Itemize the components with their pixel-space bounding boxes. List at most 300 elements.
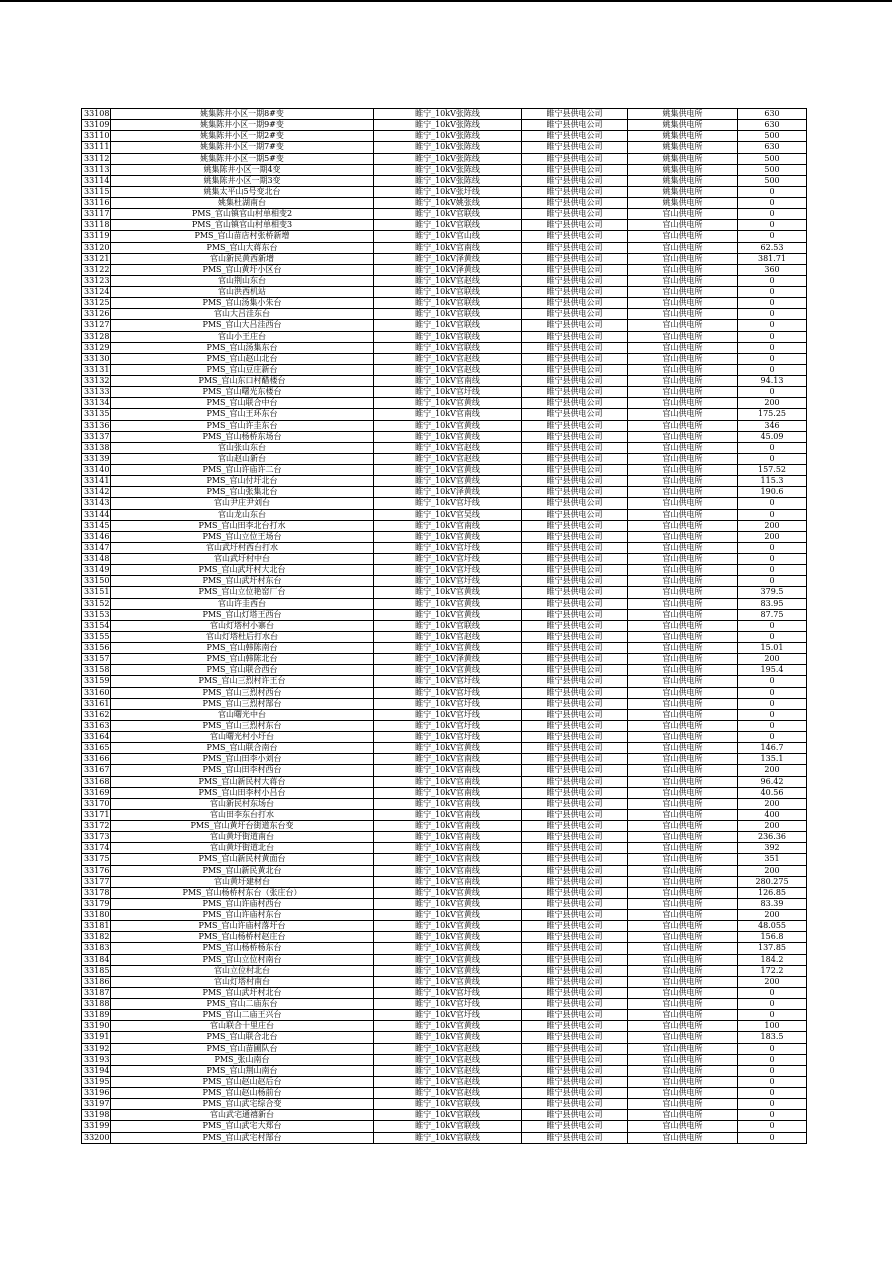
- table-row: [82, 1088, 807, 1099]
- row-id-cell: 33160: [82, 687, 111, 698]
- supply-station-cell: 官山供电所: [628, 364, 738, 375]
- station-name-cell: PMS_官山联合北台: [111, 1032, 374, 1043]
- feeder-line-cell: 睢宁_10kV官联线: [374, 342, 522, 353]
- supply-station-cell: 官山供电所: [628, 231, 738, 242]
- row-id-cell: 33197: [82, 1099, 111, 1110]
- capacity-cell: 0: [738, 1054, 807, 1065]
- company-cell: 睢宁县供电公司: [522, 364, 628, 375]
- company-cell: 睢宁县供电公司: [522, 787, 628, 798]
- station-name-cell: 官山武宅通禧新台: [111, 1110, 374, 1121]
- row-id-cell: 33188: [82, 999, 111, 1010]
- station-name-cell: 官山新民黄西新增: [111, 253, 374, 264]
- supply-station-cell: 官山供电所: [628, 453, 738, 464]
- feeder-line-cell: 睢宁_10kV官联线: [374, 309, 522, 320]
- company-cell: 睢宁县供电公司: [522, 887, 628, 898]
- feeder-line-cell: 睢宁_10kV官南线: [374, 520, 522, 531]
- company-cell: 睢宁县供电公司: [522, 175, 628, 186]
- row-id-cell: 33133: [82, 387, 111, 398]
- feeder-line-cell: 睢宁_10kV官黄线: [374, 531, 522, 542]
- capacity-cell: 500: [738, 131, 807, 142]
- supply-station-cell: 官山供电所: [628, 242, 738, 253]
- supply-station-cell: 官山供电所: [628, 854, 738, 865]
- company-cell: 睢宁县供电公司: [522, 832, 628, 843]
- capacity-cell: 183.5: [738, 1032, 807, 1043]
- capacity-cell: 200: [738, 976, 807, 987]
- company-cell: 睢宁县供电公司: [522, 676, 628, 687]
- capacity-cell: 200: [738, 910, 807, 921]
- row-id-cell: 33186: [82, 976, 111, 987]
- supply-station-cell: 官山供电所: [628, 932, 738, 943]
- capacity-cell: 500: [738, 153, 807, 164]
- supply-station-cell: 官山供电所: [628, 976, 738, 987]
- row-id-cell: 33140: [82, 465, 111, 476]
- capacity-cell: 0: [738, 709, 807, 720]
- supply-station-cell: 官山供电所: [628, 865, 738, 876]
- capacity-cell: 500: [738, 175, 807, 186]
- table-row: [82, 943, 807, 954]
- supply-station-cell: 官山供电所: [628, 287, 738, 298]
- station-name-cell: PMS_官山新民黄北台: [111, 865, 374, 876]
- capacity-cell: 0: [738, 186, 807, 197]
- supply-station-cell: 官山供电所: [628, 487, 738, 498]
- feeder-line-cell: 睢宁_10kV张陈线: [374, 109, 522, 120]
- company-cell: 睢宁县供电公司: [522, 1088, 628, 1099]
- table-row: [82, 453, 807, 464]
- supply-station-cell: 官山供电所: [628, 353, 738, 364]
- row-id-cell: 33163: [82, 720, 111, 731]
- station-name-cell: 姚集陈井小区一期9#变: [111, 120, 374, 131]
- table-row: [82, 387, 807, 398]
- station-name-cell: PMS_官山田李村小吕台: [111, 787, 374, 798]
- company-cell: 睢宁县供电公司: [522, 954, 628, 965]
- station-name-cell: PMS_官山灯塔王西台: [111, 609, 374, 620]
- table-row: [82, 932, 807, 943]
- supply-station-cell: 姚集供电所: [628, 120, 738, 131]
- row-id-cell: 33126: [82, 309, 111, 320]
- row-id-cell: 33165: [82, 743, 111, 754]
- table-row: [82, 1010, 807, 1021]
- row-id-cell: 33109: [82, 120, 111, 131]
- row-id-cell: 33179: [82, 898, 111, 909]
- capacity-cell: 0: [738, 353, 807, 364]
- company-cell: 睢宁县供电公司: [522, 1021, 628, 1032]
- feeder-line-cell: 睢宁_10kV官山线: [374, 231, 522, 242]
- supply-station-cell: 官山供电所: [628, 598, 738, 609]
- table-row: [82, 342, 807, 353]
- capacity-cell: 0: [738, 1010, 807, 1021]
- company-cell: 睢宁县供电公司: [522, 420, 628, 431]
- table-row: [82, 231, 807, 242]
- feeder-line-cell: 睢宁_10kV官联线: [374, 320, 522, 331]
- station-name-cell: PMS_官山付圩北台: [111, 476, 374, 487]
- company-cell: 睢宁县供电公司: [522, 698, 628, 709]
- station-name-cell: PMS_官山二庙王兴台: [111, 1010, 374, 1021]
- table-row: [82, 220, 807, 231]
- capacity-cell: 40.56: [738, 787, 807, 798]
- station-name-cell: 官山黄圩街道北台: [111, 843, 374, 854]
- capacity-cell: 0: [738, 565, 807, 576]
- supply-station-cell: 官山供电所: [628, 398, 738, 409]
- station-name-cell: 官山赵山新台: [111, 453, 374, 464]
- feeder-line-cell: 睢宁_10kV官联线: [374, 1132, 522, 1143]
- table-row: [82, 209, 807, 220]
- company-cell: 睢宁县供电公司: [522, 587, 628, 598]
- row-id-cell: 33154: [82, 620, 111, 631]
- company-cell: 睢宁县供电公司: [522, 1121, 628, 1132]
- feeder-line-cell: 睢宁_10kV泽黄线: [374, 253, 522, 264]
- table-row: [82, 887, 807, 898]
- page-top-rule: [0, 0, 892, 2]
- supply-station-cell: 官山供电所: [628, 542, 738, 553]
- feeder-line-cell: 睢宁_10kV官黄线: [374, 598, 522, 609]
- feeder-line-cell: 睢宁_10kV官黄线: [374, 932, 522, 943]
- table-row: [82, 720, 807, 731]
- row-id-cell: 33112: [82, 153, 111, 164]
- company-cell: 睢宁县供电公司: [522, 921, 628, 932]
- feeder-line-cell: 睢宁_10kV官赵线: [374, 1088, 522, 1099]
- row-id-cell: 33167: [82, 765, 111, 776]
- station-name-cell: 姚集陈井小区一期3变: [111, 175, 374, 186]
- company-cell: 睢宁县供电公司: [522, 131, 628, 142]
- station-name-cell: PMS_官山二庙东台: [111, 999, 374, 1010]
- feeder-line-cell: 睢宁_10kV张陈线: [374, 131, 522, 142]
- station-name-cell: PMS_官山许庙村落圩台: [111, 921, 374, 932]
- table-row: [82, 765, 807, 776]
- feeder-line-cell: 睢宁_10kV官黄线: [374, 420, 522, 431]
- table-row: [82, 431, 807, 442]
- company-cell: 睢宁县供电公司: [522, 242, 628, 253]
- row-id-cell: 33172: [82, 821, 111, 832]
- station-name-cell: PMS_官山立位王场台: [111, 531, 374, 542]
- supply-station-cell: 官山供电所: [628, 1121, 738, 1132]
- table-row: [82, 353, 807, 364]
- company-cell: 睢宁县供电公司: [522, 965, 628, 976]
- supply-station-cell: 官山供电所: [628, 220, 738, 231]
- station-name-cell: 官山田李东台打水: [111, 809, 374, 820]
- company-cell: 睢宁县供电公司: [522, 498, 628, 509]
- company-cell: 睢宁县供电公司: [522, 976, 628, 987]
- feeder-line-cell: 睢宁_10kV官吴线: [374, 509, 522, 520]
- company-cell: 睢宁县供电公司: [522, 609, 628, 620]
- company-cell: 睢宁县供电公司: [522, 376, 628, 387]
- station-name-cell: 官山立位村北台: [111, 965, 374, 976]
- capacity-cell: 0: [738, 387, 807, 398]
- company-cell: 睢宁县供电公司: [522, 743, 628, 754]
- table-row: [82, 1099, 807, 1110]
- table-row: [82, 1065, 807, 1076]
- row-id-cell: 33138: [82, 442, 111, 453]
- row-id-cell: 33136: [82, 420, 111, 431]
- station-name-cell: PMS_官山杨桥杨东台: [111, 943, 374, 954]
- capacity-cell: 200: [738, 398, 807, 409]
- row-id-cell: 33152: [82, 598, 111, 609]
- station-name-cell: PMS_官山武宅综合变: [111, 1099, 374, 1110]
- capacity-cell: 200: [738, 865, 807, 876]
- row-id-cell: 33180: [82, 910, 111, 921]
- supply-station-cell: 官山供电所: [628, 509, 738, 520]
- company-cell: 睢宁县供电公司: [522, 765, 628, 776]
- company-cell: 睢宁县供电公司: [522, 431, 628, 442]
- supply-station-cell: 姚集供电所: [628, 153, 738, 164]
- supply-station-cell: 官山供电所: [628, 331, 738, 342]
- table-row: [82, 676, 807, 687]
- supply-station-cell: 官山供电所: [628, 253, 738, 264]
- company-cell: 睢宁县供电公司: [522, 732, 628, 743]
- station-name-cell: 官山尹庄尹刘台: [111, 498, 374, 509]
- supply-station-cell: 官山供电所: [628, 787, 738, 798]
- table-row: [82, 598, 807, 609]
- station-name-cell: PMS_官山豆庄新台: [111, 364, 374, 375]
- company-cell: 睢宁县供电公司: [522, 809, 628, 820]
- supply-station-cell: 官山供电所: [628, 609, 738, 620]
- row-id-cell: 33156: [82, 643, 111, 654]
- station-name-cell: 官山荆山东台: [111, 275, 374, 286]
- row-id-cell: 33108: [82, 109, 111, 120]
- supply-station-cell: 官山供电所: [628, 654, 738, 665]
- row-id-cell: 33178: [82, 887, 111, 898]
- feeder-line-cell: 睢宁_10kV官黄线: [374, 398, 522, 409]
- feeder-line-cell: 睢宁_10kV官赵线: [374, 1054, 522, 1065]
- capacity-cell: 400: [738, 809, 807, 820]
- capacity-cell: 236.36: [738, 832, 807, 843]
- row-id-cell: 33199: [82, 1121, 111, 1132]
- company-cell: 睢宁县供电公司: [522, 709, 628, 720]
- feeder-line-cell: 睢宁_10kV官联线: [374, 1110, 522, 1121]
- station-name-cell: PMS_官山武圩村北台: [111, 987, 374, 998]
- feeder-line-cell: 睢宁_10kV官南线: [374, 242, 522, 253]
- row-id-cell: 33170: [82, 798, 111, 809]
- company-cell: 睢宁县供电公司: [522, 253, 628, 264]
- capacity-cell: 392: [738, 843, 807, 854]
- feeder-line-cell: 睢宁_10kV官南线: [374, 787, 522, 798]
- table-row: [82, 465, 807, 476]
- table-row: [82, 1076, 807, 1087]
- capacity-cell: 0: [738, 1132, 807, 1143]
- capacity-cell: 137.85: [738, 943, 807, 954]
- table-row: [82, 309, 807, 320]
- capacity-cell: 135.1: [738, 754, 807, 765]
- station-name-cell: PMS_官山黄圩台街道东台变: [111, 821, 374, 832]
- row-id-cell: 33113: [82, 164, 111, 175]
- station-name-cell: PMS_官山杨桥村东台（张庄台）: [111, 887, 374, 898]
- capacity-cell: 0: [738, 498, 807, 509]
- row-id-cell: 33129: [82, 342, 111, 353]
- feeder-line-cell: 睢宁_10kV官南线: [374, 409, 522, 420]
- station-name-cell: PMS_官山赵山杨前台: [111, 1088, 374, 1099]
- supply-station-cell: 姚集供电所: [628, 186, 738, 197]
- capacity-cell: 0: [738, 1076, 807, 1087]
- supply-station-cell: 官山供电所: [628, 309, 738, 320]
- table-row: [82, 776, 807, 787]
- row-id-cell: 33148: [82, 554, 111, 565]
- table-row: [82, 554, 807, 565]
- capacity-cell: 87.75: [738, 609, 807, 620]
- station-name-cell: 官山新民村东场台: [111, 798, 374, 809]
- company-cell: 睢宁县供电公司: [522, 687, 628, 698]
- supply-station-cell: 官山供电所: [628, 709, 738, 720]
- feeder-line-cell: 睢宁_10kV官联线: [374, 620, 522, 631]
- row-id-cell: 33137: [82, 431, 111, 442]
- station-name-cell: PMS_官山武圩村大北台: [111, 565, 374, 576]
- company-cell: 睢宁县供电公司: [522, 1099, 628, 1110]
- station-name-cell: PMS_官山苗圃队台: [111, 1043, 374, 1054]
- table-row: [82, 442, 807, 453]
- capacity-cell: 351: [738, 854, 807, 865]
- supply-station-cell: 官山供电所: [628, 409, 738, 420]
- capacity-cell: 0: [738, 331, 807, 342]
- station-name-cell: 姚集陈井小区一期5#变: [111, 153, 374, 164]
- table-row: [82, 876, 807, 887]
- supply-station-cell: 官山供电所: [628, 643, 738, 654]
- supply-station-cell: 官山供电所: [628, 1099, 738, 1110]
- table-row: [82, 576, 807, 587]
- company-cell: 睢宁县供电公司: [522, 164, 628, 175]
- station-name-cell: PMS_官山田李小刘台: [111, 754, 374, 765]
- capacity-cell: 0: [738, 676, 807, 687]
- company-cell: 睢宁县供电公司: [522, 654, 628, 665]
- capacity-cell: 381.71: [738, 253, 807, 264]
- station-name-cell: PMS_官山许庙许二台: [111, 465, 374, 476]
- supply-station-cell: 官山供电所: [628, 776, 738, 787]
- capacity-cell: 0: [738, 298, 807, 309]
- row-id-cell: 33173: [82, 832, 111, 843]
- capacity-cell: 0: [738, 1099, 807, 1110]
- supply-station-cell: 官山供电所: [628, 298, 738, 309]
- station-name-cell: PMS_官山王环东台: [111, 409, 374, 420]
- capacity-cell: 200: [738, 821, 807, 832]
- supply-station-cell: 官山供电所: [628, 898, 738, 909]
- table-row: [82, 921, 807, 932]
- supply-station-cell: 官山供电所: [628, 999, 738, 1010]
- company-cell: 睢宁县供电公司: [522, 209, 628, 220]
- feeder-line-cell: 睢宁_10kV官赵线: [374, 353, 522, 364]
- row-id-cell: 33118: [82, 220, 111, 231]
- feeder-line-cell: 睢宁_10kV张陈线: [374, 175, 522, 186]
- feeder-line-cell: 睢宁_10kV官圩线: [374, 709, 522, 720]
- company-cell: 睢宁县供电公司: [522, 843, 628, 854]
- company-cell: 睢宁县供电公司: [522, 1043, 628, 1054]
- station-name-cell: PMS_官山苗店村张桥新增: [111, 231, 374, 242]
- feeder-line-cell: 睢宁_10kV官黄线: [374, 976, 522, 987]
- supply-station-cell: 官山供电所: [628, 954, 738, 965]
- station-name-cell: 官山曙光村小圩台: [111, 732, 374, 743]
- station-name-cell: PMS_官山三烈村东台: [111, 720, 374, 731]
- station-name-cell: PMS_官山曙光东楼台: [111, 387, 374, 398]
- capacity-cell: 0: [738, 231, 807, 242]
- row-id-cell: 33196: [82, 1088, 111, 1099]
- company-cell: 睢宁县供电公司: [522, 120, 628, 131]
- row-id-cell: 33139: [82, 453, 111, 464]
- row-id-cell: 33182: [82, 932, 111, 943]
- station-name-cell: 官山武圩村西台打水: [111, 542, 374, 553]
- feeder-line-cell: 睢宁_10kV官赵线: [374, 1043, 522, 1054]
- table-row: [82, 865, 807, 876]
- table-row: [82, 587, 807, 598]
- feeder-line-cell: 睢宁_10kV官联线: [374, 287, 522, 298]
- table-row: [82, 542, 807, 553]
- feeder-line-cell: 睢宁_10kV官圩线: [374, 676, 522, 687]
- capacity-cell: 0: [738, 1065, 807, 1076]
- supply-station-cell: 官山供电所: [628, 687, 738, 698]
- company-cell: 睢宁县供电公司: [522, 1110, 628, 1121]
- station-name-cell: PMS_官山许圭东台: [111, 420, 374, 431]
- feeder-line-cell: 睢宁_10kV官圩线: [374, 387, 522, 398]
- station-name-cell: 官山许圭西台: [111, 598, 374, 609]
- supply-station-cell: 官山供电所: [628, 1088, 738, 1099]
- transformer-table: [81, 108, 807, 1144]
- station-name-cell: PMS_官山许庙村东台: [111, 910, 374, 921]
- row-id-cell: 33168: [82, 776, 111, 787]
- document-sheet: [81, 108, 807, 1144]
- supply-station-cell: 官山供电所: [628, 320, 738, 331]
- row-id-cell: 33145: [82, 520, 111, 531]
- company-cell: 睢宁县供电公司: [522, 1065, 628, 1076]
- table-row: [82, 954, 807, 965]
- feeder-line-cell: 睢宁_10kV官联线: [374, 220, 522, 231]
- feeder-line-cell: 睢宁_10kV官黄线: [374, 465, 522, 476]
- feeder-line-cell: 睢宁_10kV官联线: [374, 1099, 522, 1110]
- feeder-line-cell: 睢宁_10kV官南线: [374, 821, 522, 832]
- supply-station-cell: 姚集供电所: [628, 164, 738, 175]
- station-name-cell: PMS_官山大蒋东台: [111, 242, 374, 253]
- station-name-cell: PMS_官山杨桥村赵庄台: [111, 932, 374, 943]
- table-row: [82, 1132, 807, 1143]
- feeder-line-cell: 睢宁_10kV张陈线: [374, 164, 522, 175]
- capacity-cell: 0: [738, 720, 807, 731]
- company-cell: 睢宁县供电公司: [522, 598, 628, 609]
- supply-station-cell: 官山供电所: [628, 631, 738, 642]
- row-id-cell: 33185: [82, 965, 111, 976]
- table-row: [82, 620, 807, 631]
- feeder-line-cell: 睢宁_10kV泽黄线: [374, 487, 522, 498]
- supply-station-cell: 官山供电所: [628, 209, 738, 220]
- company-cell: 睢宁县供电公司: [522, 1132, 628, 1143]
- company-cell: 睢宁县供电公司: [522, 776, 628, 787]
- station-name-cell: 官山联合十里庄台: [111, 1021, 374, 1032]
- company-cell: 睢宁县供电公司: [522, 476, 628, 487]
- table-row: [82, 910, 807, 921]
- row-id-cell: 33181: [82, 921, 111, 932]
- capacity-cell: 200: [738, 765, 807, 776]
- row-id-cell: 33120: [82, 242, 111, 253]
- table-row: [82, 999, 807, 1010]
- supply-station-cell: 官山供电所: [628, 698, 738, 709]
- capacity-cell: 0: [738, 198, 807, 209]
- capacity-cell: 0: [738, 342, 807, 353]
- capacity-cell: 48.055: [738, 921, 807, 932]
- feeder-line-cell: 睢宁_10kV官联线: [374, 1121, 522, 1132]
- feeder-line-cell: 睢宁_10kV官南线: [374, 809, 522, 820]
- table-row: [82, 565, 807, 576]
- row-id-cell: 33115: [82, 186, 111, 197]
- table-row: [82, 787, 807, 798]
- feeder-line-cell: 睢宁_10kV官黄线: [374, 431, 522, 442]
- station-name-cell: 姚集陈井小区一期4变: [111, 164, 374, 175]
- station-name-cell: PMS_官山武圩村东台: [111, 576, 374, 587]
- supply-station-cell: 官山供电所: [628, 843, 738, 854]
- capacity-cell: 0: [738, 576, 807, 587]
- station-name-cell: PMS_官山汤集小朱台: [111, 298, 374, 309]
- feeder-line-cell: 睢宁_10kV官黄线: [374, 943, 522, 954]
- table-row: [82, 1032, 807, 1043]
- supply-station-cell: 官山供电所: [628, 832, 738, 843]
- feeder-line-cell: 睢宁_10kV官黄线: [374, 1021, 522, 1032]
- row-id-cell: 33117: [82, 209, 111, 220]
- feeder-line-cell: 睢宁_10kV官黄线: [374, 476, 522, 487]
- table-row: [82, 409, 807, 420]
- capacity-cell: 0: [738, 220, 807, 231]
- capacity-cell: 172.2: [738, 965, 807, 976]
